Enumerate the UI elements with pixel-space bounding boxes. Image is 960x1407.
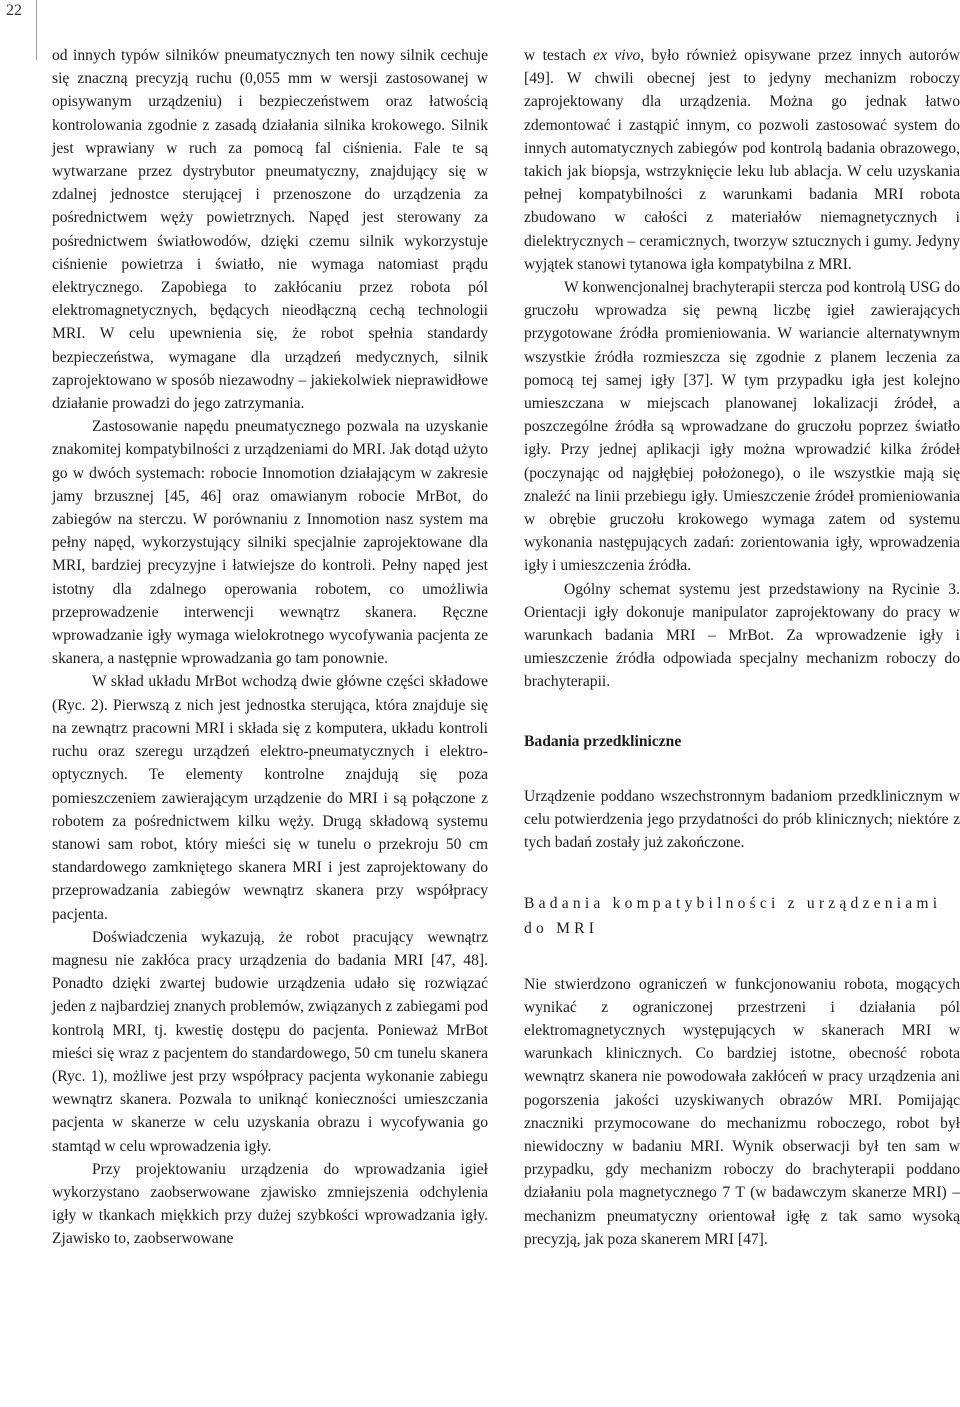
italic-term: ex vivo [593,47,641,64]
subsection-heading: Badania kompatybilności z urządzeniami do MRI [524,894,942,937]
subsection-paragraph: Nie stwierdzono ograniczeń w funkcjonowaniu robota, mogących wynikać z ograniczonej przestrzeni i działania pól elektromagnetycznych występujących w skanerach MRI w warunkach klinicznych. Co bardziej istotne, obecność robota wewnątrz skanera nie powodowała zakłóceń w pracy urządzenia ani pogorszenia jakości uzyskiwanych obrazów MRI. Pomijając znaczniki przymocowane do mechanizmu roboczego, robot był niewidoczny w badaniu MRI. Wynik obserwacji był ten sam w przypadku, gdy mechanizm roboczy do brachyterapii poddano działaniu pola magnetycznego 7 T (w badawczym skanerze MRI) – mechanizm pneumatyczny orientował igłę z tak samo wysoką precyzją, jak poza skanerem MRI [47]. [524,975,960,1248]
section-paragraph: Urządzenie poddano wszechstronnym badaniom przedklinicznym w celu potwierdzenia jego przydatności do prób klinicznych; niektóre z tych badań zostały już zakończone. [524,787,960,852]
right-paragraph-3: Ogólny schemat systemu jest przedstawiony na Rycinie 3. Orientacji igły dokonuje manipulator zaprojektowany do pracy w warunkach badania MRI – MrBot. Za wprowadzenie igły i umieszczenie źródła odpowiada specjalny mechanizm roboczy do brachyterapii. [524,580,960,691]
left-paragraph-1: od innych typów silników pneumatycznych ten nowy silnik cechuje się znaczną precyzją ruchu (0,055 mm w wersji zastosowanej w opisywanym urządzeniu) i bezpieczeństwem oraz łatwością kontrolowania zgodnie z zasadą działania silnika krokowego. Silnik jest wprawiany w ruch za pomocą fal ciśnienia. Fale te są wytwarzane przez dystrybutor pneumatyczny, znajdujący się w zdalnej jednostce sterującej i przenoszone do urządzenia za pośrednictwem węży powietrznych. Napęd jest sterowany za pośrednictwem światłowodów, dzięki czemu silnik wykorzystuje ciśnienie powietrza i światło, nie wymaga natomiast prądu elektrycznego. Zapobiega to zakłócaniu przez robota pól elektromagnetycznych, będących nieodłączną cechą technologii MRI. W celu upewnienia się, że robot spełnia standardy bezpieczeństwa, wymagane dla urządzeń medycznych, silnik zaprojektowano w sposób niezawodny – jakiekolwiek nieprawidłowe działanie prowadzi do jego zatrzymania. [52,47,488,413]
right-paragraph-1 [524,44,960,276]
left-paragraph-3: W skład układu MrBot wchodzą dwie główne części składowe (Ryc. 2). Pierwszą z nich jest jednostka sterująca, która znajduje się na zewnątrz pracowni MRI i składa się z komputera, układu kontroli ruchu oraz szeregu urządzeń elektro-pneumatycznych i elektro-optycznych. Te elementy kontrolne znajdują się poza pomieszczeniem zawierającym urządzenie do MRI i są połączone z robotem za pośrednictwem kilku węży. Drugą składową systemu stanowi sam robot, który mieści się w tunelu o przekroju 50 cm standardowego zamkniętego skanera MRI i jest zaprojektowany do przeprowadzania zabiegów wewnątrz skanera przy współpracy pacjenta. [52,673,488,923]
left-paragraph-2: Zastosowanie napędu pneumatycznego pozwala na uzyskanie znakomitej kompatybilności z urządzeniami do MRI. Jak dotąd użyto go w dwóch systemach: robocie Innomotion działającym w zakresie jamy brzusznej [45, 46] oraz omawianym robocie MrBot, do zabiegów na sterczu. W porównaniu z Innomotion nasz system ma pełny napęd, wykorzystujący silniki specjalnie zaprojektowane dla MRI, bardziej precyzyjne i łatwiejsze do kontroli. Pełny napęd jest istotny dla zdalnego operowania robotem, co umożliwia przeprowadzenie interwencji wewnątrz skanera. Ręczne wprowadzanie igły wymaga wielokrotnego wycofywania pacjenta ze skanera, a następnie wprowadzania go tam ponownie. [52,418,488,668]
page-number: 22 [6,2,22,19]
left-paragraph-5: Przy projektowaniu urządzenia do wprowadzania igieł wykorzystano zaobserwowane zjawisko zmniejszenia odchylenia igły w tkankach miękkich przy dużej szybkości wprowadzania igły. Zjawisko to, zaobserwowane [52,1160,488,1248]
text-run: , było również opisywane przez innych autorów [49]. W chwili obecnej jest to jedyny mechanizm roboczy zaprojektowany dla urządzenia. Można go jednak łatwo zdemontować i zastąpić innym, co pozwoli zastosować system do innych automatycznych zabiegów pod kontrolą badania obrazowego, takich jak biopsja, wstrzyknięcie leku lub ablacja. W celu uzyskania pełnej kompatybilności z warunkami badania MRI robota zbudowano w całości z materiałów niemagnetycznych i dielektrycznych – ceramicznych, tworzyw sztucznych i gumy. Jedyny wyjątek stanowi tytanowa igła kompatybilna z MRI. [524,47,960,273]
margin-rule [36,0,37,60]
left-column [52,44,488,1251]
section-heading: Badania przedkliniczne [524,732,682,750]
right-column [524,44,960,1251]
text-run: w testach [524,47,594,64]
right-paragraph-2: W konwencjonalnej brachyterapii stercza pod kontrolą USG do gruczołu wprowadza się pewną liczbę igieł zawierających przygotowane źródła promieniowania. W wariancie alternatywnym wszystkie źródła rozmieszcza się zgodnie z planem leczenia za pomocą tej samej igły [37]. W tym przypadku igła jest kolejno umieszczana w miejscach planowanej lokalizacji źródeł, a poszczególne źródła są wprowadzane do gruczołu poprzez światło igły. Przy jednej aplikacji igły można wprowadzić kilka źródeł (poczynając od najgłębiej położonego), o ile wszystkie mają się znaleźć na linii przebiegu igły. Umieszczenie źródeł promieniowania w obrębie gruczołu krokowego wymaga zatem od systemu wykonania następujących zadań: zorientowania igły, wprowadzenia igły i umieszczenia źródła. [524,279,960,575]
left-paragraph-4: Doświadczenia wykazują, że robot pracujący wewnątrz magnesu nie zakłóca pracy urządzenia do badania MRI [47, 48]. Ponadto dzięki zwartej budowie urządzenia udało się rozwiązać jeden z najbardziej znanych problemów, związanych z zabiegami pod kontrolą MRI, tj. kwestię dostępu do pacjenta. Ponieważ MrBot mieści się wraz z pacjentem do standardowego, 50 cm tunelu skanera (Ryc. 1), możliwe jest przy współpracy pacjenta wykonanie zabiegu wewnątrz skanera. Pozwala to uniknąć konieczności umieszczania pacjenta w skanerze w celu uzyskania obrazu i wycofywania go stamtąd w celu wprowadzenia igły. [52,928,488,1155]
